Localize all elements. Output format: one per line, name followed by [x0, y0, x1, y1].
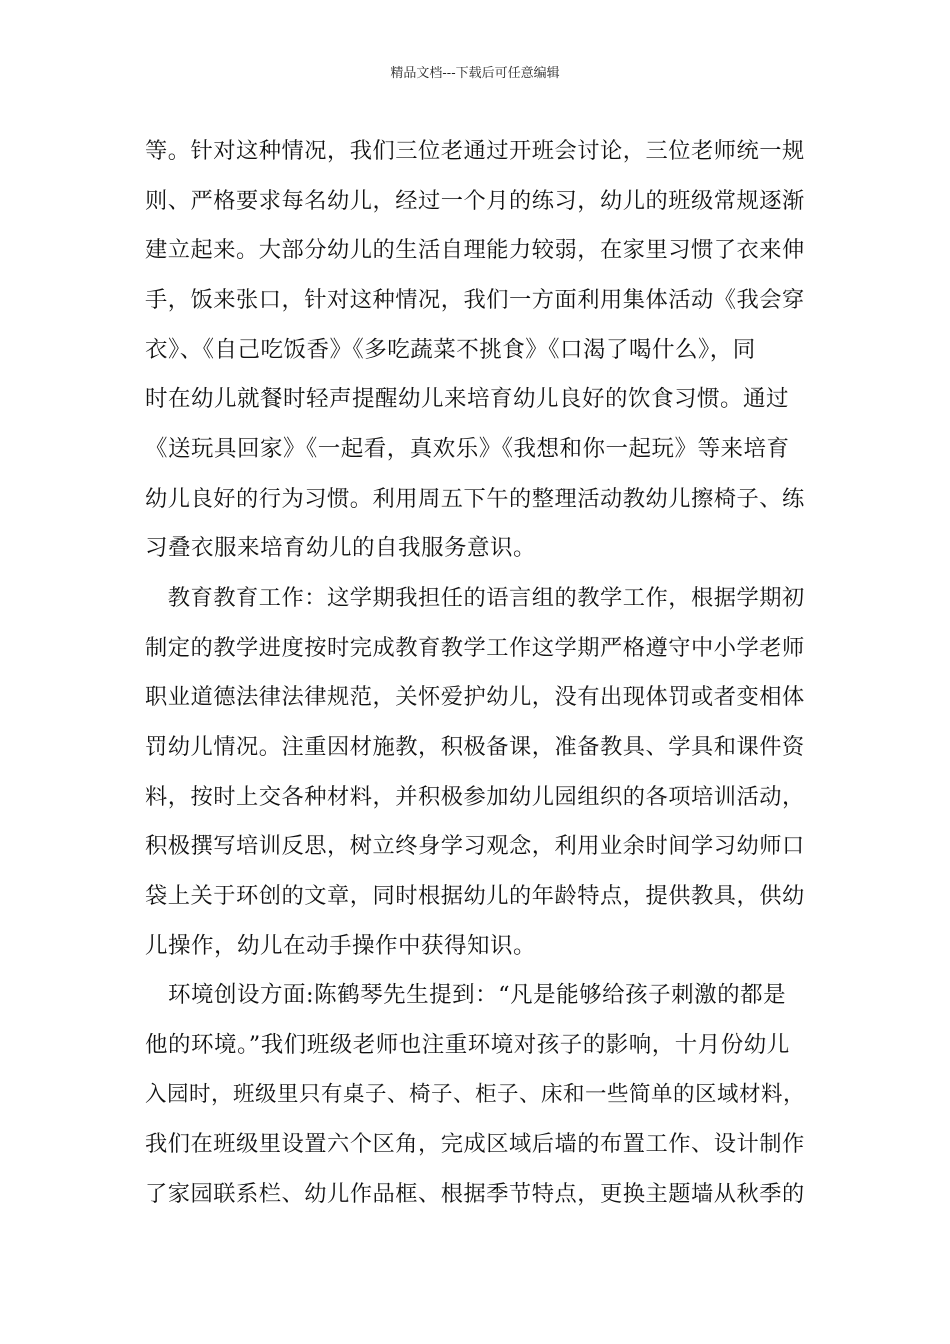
body-line: 建立起来。大部分幼儿的生活自理能力较弱，在家里习惯了衣来伸 — [145, 237, 805, 263]
body-line: 罚幼儿情况。注重因材施教，积极备课，准备教具、学具和课件资 — [145, 734, 805, 760]
body-line: 《送玩具回家》《一起看，真欢乐》《我想和你一起玩》等来培育 — [145, 436, 790, 462]
body-line: 幼儿良好的行为习惯。利用周五下午的整理活动教幼儿擦椅子、练 — [145, 486, 805, 512]
body-line: 习叠衣服来培育幼儿的自我服务意识。 — [145, 535, 537, 561]
body-line: 制定的教学进度按时完成教育教学工作这学期严格遵守中小学老师 — [145, 635, 805, 661]
body-line: 教育教育工作：这学期我担任的语言组的教学工作，根据学期初 — [145, 585, 805, 611]
body-line: 职业道德法律法律规范，关怀爱护幼儿，没有出现体罚或者变相体 — [145, 684, 805, 710]
body-line: 积极撰写培训反思，树立终身学习观念，利用业余时间学习幼师口 — [145, 833, 805, 859]
body-line: 则、严格要求每名幼儿，经过一个月的练习，幼儿的班级常规逐渐 — [145, 188, 805, 214]
body-line: 衣》、《自己吃饭香》《多吃蔬菜不挑食》《口渴了喝什么》，同 — [145, 337, 756, 363]
body-line: 时在幼儿就餐时轻声提醒幼儿来培育幼儿良好的饮食习惯。通过 — [145, 386, 790, 412]
body-line: 手，饭来张口，针对这种情况，我们一方面利用集体活动《我会穿 — [145, 287, 805, 313]
body-line: 我们在班级里设置六个区角，完成区域后墙的布置工作、设计制作 — [145, 1131, 805, 1157]
body-line: 袋上关于环创的文章，同时根据幼儿的年龄特点，提供教具，供幼 — [145, 883, 805, 909]
body-line: 等。针对这种情况，我们三位老通过开班会讨论，三位老师统一规 — [145, 138, 805, 164]
body-line: 了家园联系栏、幼儿作品框、根据季节特点，更换主题墙从秋季的 — [145, 1181, 805, 1207]
page-header: 精品文档---下载后可任意编辑 — [390, 66, 560, 81]
body-line: 他的环境。”我们班级老师也注重环境对孩子的影响，十月份幼儿 — [145, 1032, 790, 1058]
body-line: 儿操作，幼儿在动手操作中获得知识。 — [145, 933, 537, 959]
body-line: 入园时，班级里只有桌子、椅子、柜子、床和一些简单的区域材料， — [145, 1082, 806, 1107]
body-line: 料，按时上交各种材料，并积极参加幼儿园组织的各项培训活动， — [145, 784, 805, 810]
body-line: 环境创设方面:陈鹤琴先生提到：“凡是能够给孩子刺激的都是 — [145, 982, 787, 1008]
